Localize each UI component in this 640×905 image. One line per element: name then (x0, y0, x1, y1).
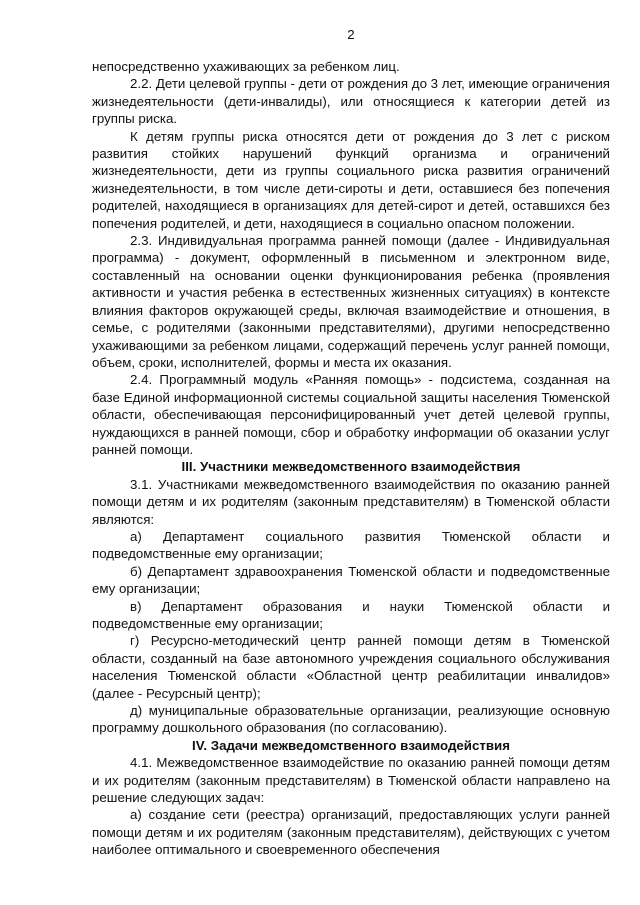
list-item-b: б) Департамент здравоохранения Тюменской области и подведомственные ему организации; (92, 563, 610, 597)
paragraph-2-2: 2.2. Дети целевой группы - дети от рождения до 3 лет, имеющие ограничения жизнедеятельности (дети-инвалиды), или относящиеся к категории детей из группы риска. (92, 76, 610, 127)
page-number: 2 (347, 27, 355, 42)
paragraph-2-3: 2.3. Индивидуальная программа ранней помощи (далее - Индивидуальная программа) - документ, оформленный в письменном и электронном виде, составленный на основании оценки функционирования ребенка (проявления активности и участия ребенка в естественных жизненных ситуациях) в контексте влияния факторов окружающей среды, включая взаимодействие и отношения, в семье, с родителями (законными представителями), другими непосредственно ухаживающими за ребенком лицами, содержащий перечень услуг ранней помощи, объем, сроки, исполнителей, формы и места их оказания. (92, 233, 610, 370)
paragraph-4-1: 4.1. Межведомственное взаимодействие по оказанию ранней помощи детям и их родителям (законным представителям) в Тюменской области направлено на решение следующих задач: (92, 755, 610, 806)
list-item-4-a: а) создание сети (реестра) организаций, предоставляющих услуги ранней помощи детям и их родителям (законным представителям), действующих с учетом наиболее оптимального и своевременного обеспечения (92, 807, 610, 858)
list-item-a: а) Департамент социального развития Тюменской области и подведомственные ему организации; (92, 528, 610, 562)
section-3-heading: III. Участники межведомственного взаимодействия (181, 459, 521, 475)
paragraph-continuation: непосредственно ухаживающих за ребенком лиц. (92, 59, 400, 74)
list-item-g: г) Ресурсно-методический центр ранней помощи детям в Тюменской области, созданный на базе автономного учреждения социального обслуживания населения Тюменской области «Областной центр реабилитации инвалидов» (далее - Ресурсный центр); (92, 633, 610, 701)
list-item-v: в) Департамент образования и науки Тюменской области и подведомственные ему организации; (92, 598, 610, 631)
paragraph-3-1: 3.1. Участниками межведомственного взаимодействия по оказанию ранней помощи детям и их родителям (законным представителям) в Тюменской области являются: (92, 476, 610, 527)
list-item-d: д) муниципальные образовательные организации, реализующие основную программу дошкольного образования (по согласованию). (92, 703, 610, 736)
paragraph-2-4: 2.4. Программный модуль «Ранняя помощь» - подсистема, созданная на базе Единой информационной системы социальной защиты населения Тюменской области, обеспечивающая персонифицированный учет детей целевой группы, нуждающихся в ранней помощи, сбор и обработку информации об оказании услуг ранней помощи. (92, 372, 610, 457)
section-4-heading: IV. Задачи межведомственного взаимодействия (192, 737, 510, 753)
paragraph-risk-group: К детям группы риска относятся дети от рождения до 3 лет с риском развития стойких нарушений функций организма и ограничений жизнедеятельности, дети из группы социального риска развития ограничений жизнедеятельности, в том числе дети-сироты и дети, оставшиеся без попечения родителей, находящиеся в организациях для детей-сирот и детей, оставшихся без попечения родителей, и дети, находящиеся в социально опасном положении. (92, 128, 610, 231)
